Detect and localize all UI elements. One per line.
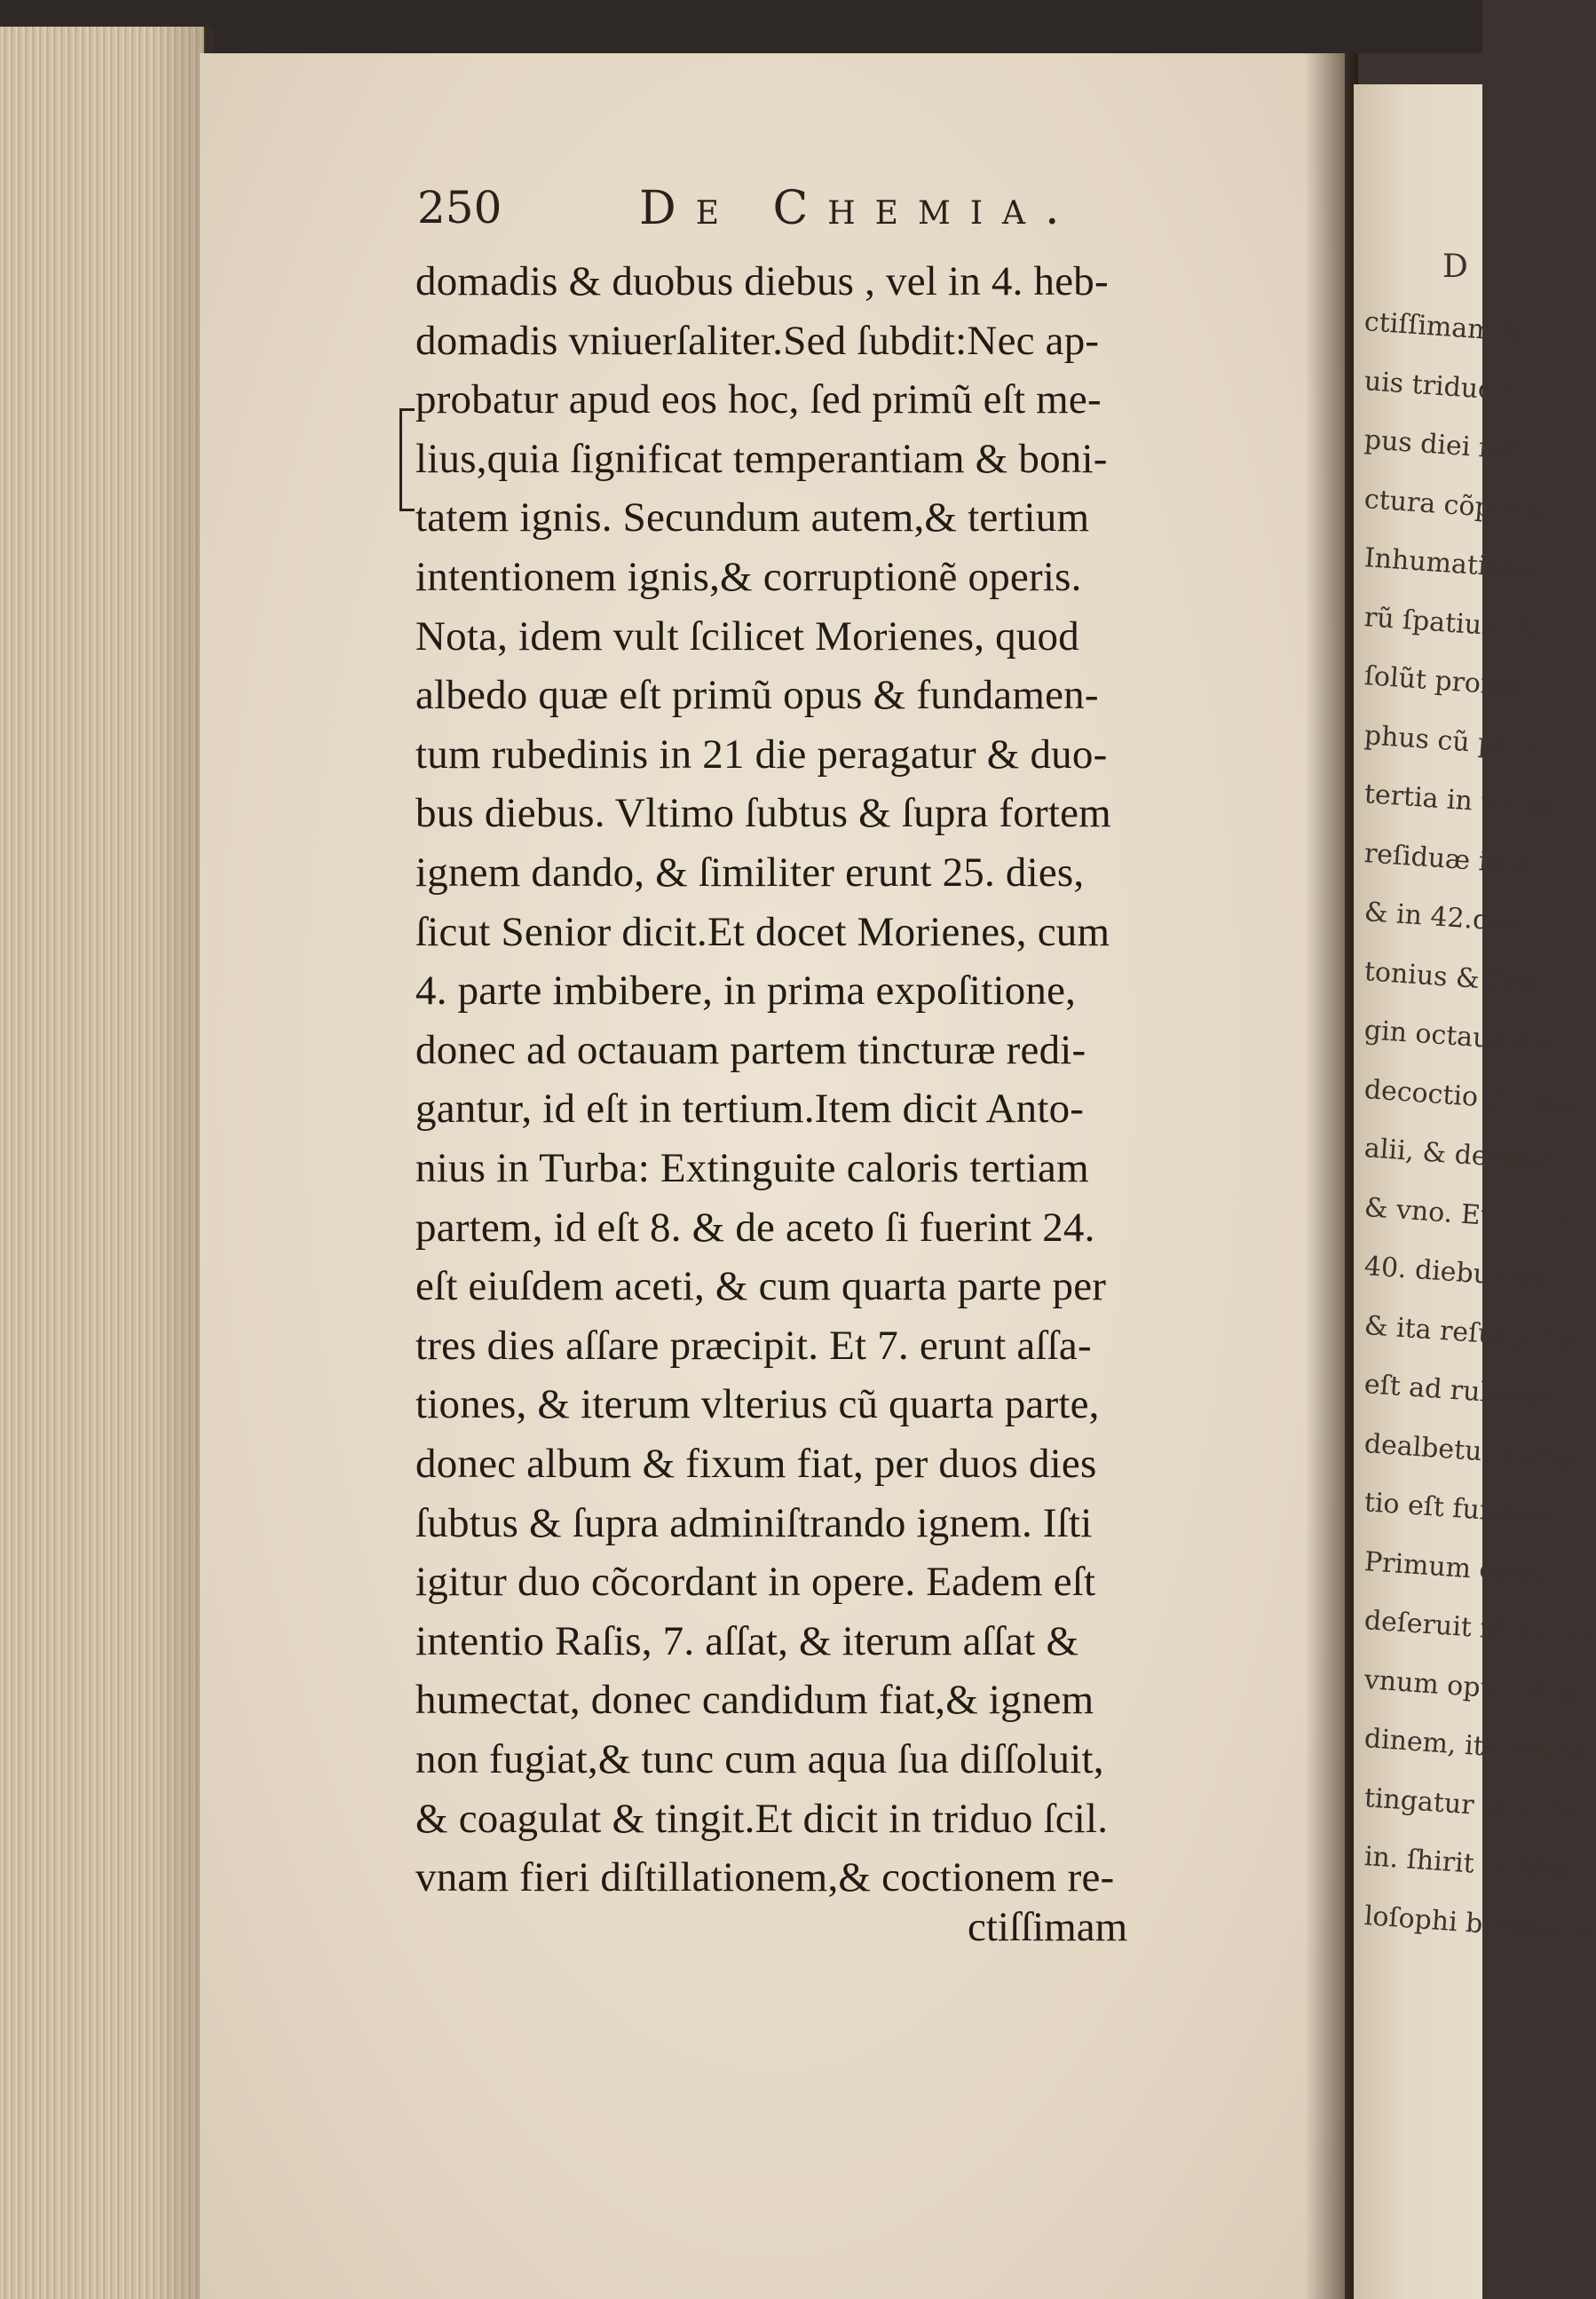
facing-page-line: vnum opus, & fi <box>1363 1663 1579 1710</box>
facing-page-line: in. ſhirit redibit. <box>1363 1841 1583 1888</box>
catchword: ctiſſimam <box>968 1904 1128 1950</box>
text-line: non fugiat,& tunc cum aqua ſua diſſoluit, <box>415 1736 1104 1782</box>
text-line: ſicut Senior dicit.Et docet Morienes, cum <box>415 908 1110 955</box>
text-line: Nota, idem vult ſcilicet Morienes, quod <box>415 612 1079 660</box>
facing-page-line: alii, & dealbat <box>1363 1133 1557 1177</box>
facing-page-line: ſolũt promiſ <box>1363 660 1526 703</box>
text-line: igitur duo cõcordant in opere. Eadem eſt <box>415 1559 1096 1606</box>
facing-page-line: rũ ſpatium & <box>1363 601 1540 645</box>
facing-page-line: reſiduæ in d <box>1363 837 1531 881</box>
facing-page-line: tertia in tot di <box>1363 778 1553 823</box>
facing-page-line: gin octauo die <box>1363 1015 1557 1060</box>
facing-page-line: Inhumationis <box>1363 542 1543 586</box>
text-line: eſt eiuſdem aceti, & cum quarta parte per <box>415 1263 1107 1310</box>
facing-page-line: Primum opus <box>1363 1545 1545 1590</box>
facing-page-line: ctura cõpleta <box>1363 483 1545 527</box>
gutter-shadow <box>1305 53 1358 2299</box>
facing-page-line: decoctio 21. die <box>1363 1073 1580 1120</box>
text-line: ignem dando, & ſimiliter erunt 25. dies, <box>415 849 1085 896</box>
facing-page-line: tonius & Zen <box>1363 955 1541 999</box>
facing-page-line: 40. diebus fie <box>1363 1251 1547 1295</box>
text-line: bus diebus. Vltimo ſubtus & ſupra fortem <box>415 790 1111 837</box>
facing-page-head-letter: D <box>1442 249 1468 285</box>
text-line: intentionem ignis,& corruptionẽ operis. <box>415 554 1082 600</box>
text-line: & coagulat & tingit.Et dicit in triduo ſcil. <box>415 1795 1109 1842</box>
text-line: donec album & fixum fiat, per duos dies <box>415 1441 1097 1487</box>
facing-page <box>1354 84 1596 2299</box>
text-line: nius in Turba: Extinguite caloris tertiam <box>415 1145 1089 1191</box>
text-line: humectat, donec candidum fiat,& ignem <box>415 1677 1094 1724</box>
text-line: intentio Raſis, 7. aſſat, & iterum aſſat & <box>415 1617 1079 1664</box>
page-number: 250 <box>417 182 502 233</box>
facing-page-line: pus diei ſuff <box>1363 424 1526 467</box>
facing-page-line: & vno. Et in all <box>1363 1191 1568 1237</box>
text-line: tres dies aſſare præcipit. Et 7. erunt aſſa- <box>415 1322 1092 1369</box>
text-line: albedo quæ eſt primũ opus & fundamen- <box>415 672 1099 719</box>
facing-page-line: phus cũ præd <box>1363 719 1552 764</box>
text-line: lius,quia ſignificat temperantiam & boni- <box>415 435 1108 482</box>
text-line: partem, id eſt 8. & de aceto ſi fuerint 24. <box>415 1204 1095 1251</box>
text-line: domadis vniuerſaliter.Sed ſubdit:Nec ap- <box>415 317 1100 364</box>
text-line: ſubtus & ſupra adminiſtrando ignem. Iſti <box>415 1499 1093 1546</box>
facing-page-line: & in 42.dieb. <box>1363 897 1541 940</box>
text-line: tiones, & iterum vlterius cũ quarta parte, <box>415 1381 1100 1428</box>
facing-page-line: tingatur igne fo <box>1363 1782 1576 1829</box>
background <box>0 0 1482 53</box>
running-head: De Chemia. <box>639 182 1079 235</box>
page-header <box>417 182 1127 244</box>
facing-page-line: tio eſt fundam <box>1363 1487 1556 1531</box>
facing-page-line: loſophi breuiores <box>1363 1900 1596 1947</box>
facing-page-line: & ita reſurget p <box>1363 1309 1578 1356</box>
text-line: probatur apud eos hoc, ſed primũ eſt me- <box>415 376 1102 423</box>
text-line: donec ad octauam partem tincturæ redi- <box>415 1026 1086 1073</box>
facing-page-line: ctiſſimam & <box>1363 306 1527 349</box>
facing-page-line: eſt ad rubeum, <box>1363 1369 1565 1414</box>
text-line: domadis & duobus diebus , vel in 4. heb- <box>415 258 1109 304</box>
facing-page-line: uis triduo co <box>1363 365 1535 408</box>
text-line: tum rubedinis in 21 die peragatur & duo- <box>415 731 1108 778</box>
text-line: vnam fieri diſtillationem,& coctionem re- <box>415 1854 1115 1901</box>
text-line: gantur, id eſt in tertium.Item dicit Anto- <box>415 1086 1085 1133</box>
margin-bracket <box>399 408 415 511</box>
facing-page-line: deſeruit iſtis duo <box>1363 1605 1592 1652</box>
text-line: tatem ignis. Secundum autem,& tertium <box>415 494 1090 541</box>
facing-page-line: dealbetur comp <box>1363 1427 1577 1474</box>
facing-page-line: dinem, itereturd <box>1363 1723 1587 1770</box>
text-line: 4. parte imbibere, in prima expoſitione, <box>415 968 1077 1015</box>
